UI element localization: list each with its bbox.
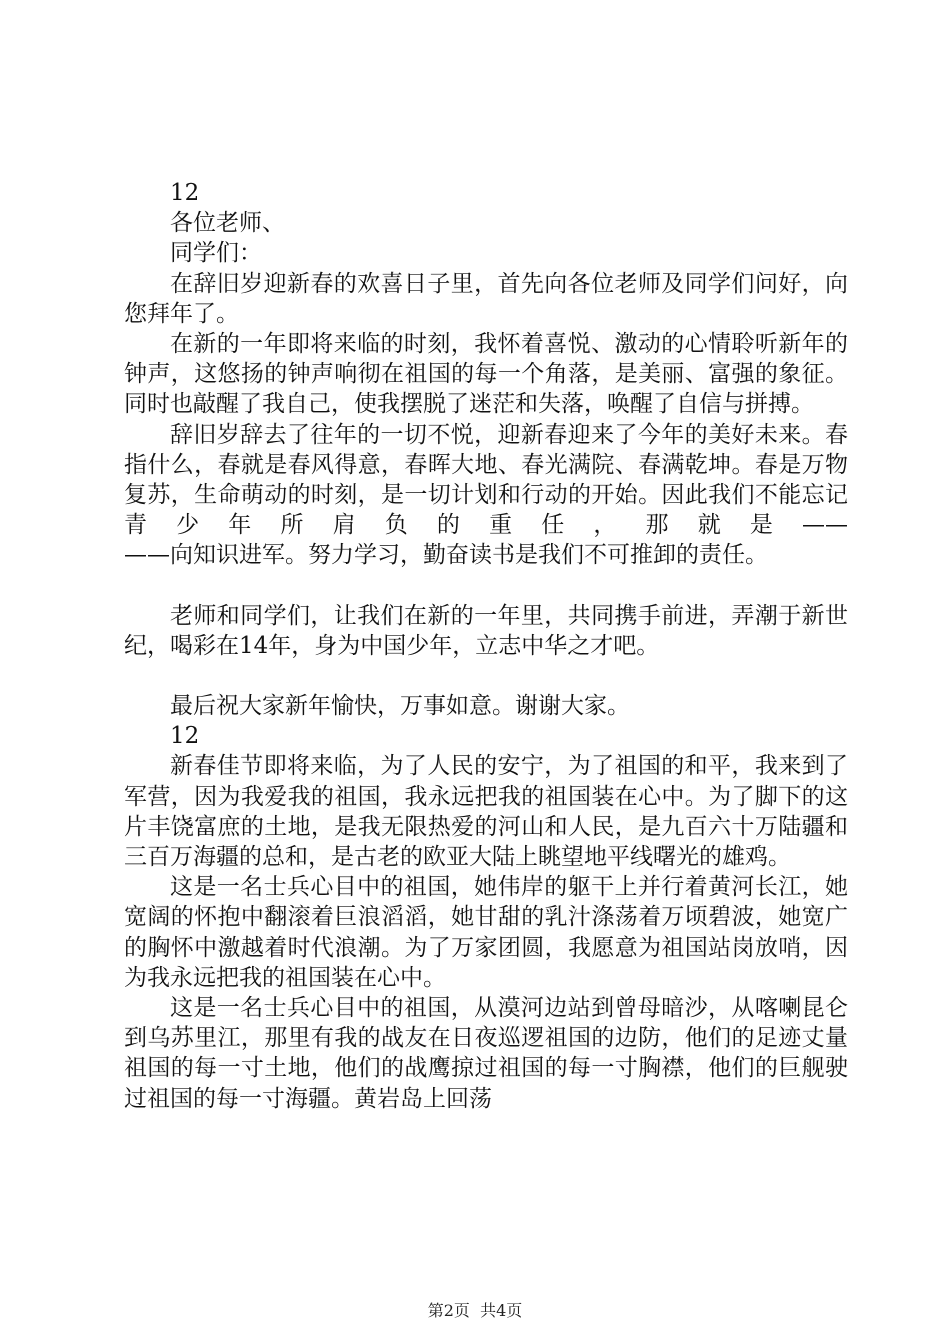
paragraph: 最后祝大家新年愉快，万事如意。谢谢大家。: [170, 693, 630, 720]
paragraph: 这是一名士兵心目中的祖国，从漠河边站到曾母暗沙，从喀喇昆仑到乌苏里江，那里有我的战友在日夜巡逻祖国的边防，他们的足迹丈量祖国的每一寸土地，他们的战鹰掠过祖国的每一寸胸襟，他们的巨舰驶过祖国的每一寸海疆。黄岩岛上回荡: [124, 995, 848, 1112]
page-number-label: 第2页 共4页: [427, 1301, 523, 1320]
heading-number: 12: [170, 180, 200, 206]
paragraph: 辞旧岁辞去了往年的一切不悦，迎新春迎来了今年的美好未来。春指什么，春就是春风得意，春晖大地、春光满院、春满乾坤。春是万物复苏，生命萌动的时刻，是一切计划和行动的开始。因此我们不能忘记青少年所肩负的重任，那就是——: [124, 421, 848, 539]
document-body: [124, 178, 848, 1114]
salutation-line: 同学们：: [170, 240, 262, 267]
paragraph: 新春佳节即将来临，为了人民的安宁，为了祖国的和平，我来到了军营，因为我爱我的祖国，我永远把我的祖国装在心中。为了脚下的这片丰饶富庶的土地，是我无限热爱的河山和人民，是九百六十万陆疆和三百万海疆的总和，是古老的欧亚大陆上眺望地平线曙光的雄鸡。: [124, 753, 848, 871]
page-footer: [0, 1298, 950, 1321]
paragraph: 在辞旧岁迎新春的欢喜日子里，首先向各位老师及同学们问好，向您拜年了。: [124, 270, 848, 327]
heading-number: 12: [170, 723, 200, 750]
salutation-line: 各位老师、: [170, 210, 285, 237]
paragraph: 在新的一年即将来临的时刻，我怀着喜悦、激动的心情聆听新年的钟声，这悠扬的钟声响彻在祖国的每一个角落，是美丽、富强的象征。同时也敲醒了我自己，使我摆脱了迷茫和失落，唤醒了自信与拼搏。: [124, 331, 848, 418]
paragraph: 老师和同学们，让我们在新的一年里，共同携手前进，弄潮于新世纪，喝彩在14年，身为中国少年，立志中华之才吧。: [124, 602, 848, 659]
paragraph: 这是一名士兵心目中的祖国，她伟岸的躯干上并行着黄河长江，她宽阔的怀抱中翻滚着巨浪滔滔，她甘甜的乳汁涤荡着万顷碧波，她宽广的胸怀中激越着时代浪潮。为了万家团圆，我愿意为祖国站岗放哨，因为我永远把我的祖国装在心中。: [124, 874, 848, 991]
paragraph: ——向知识进军。努力学习，勤奋读书是我们不可推卸的责任。: [124, 542, 768, 569]
